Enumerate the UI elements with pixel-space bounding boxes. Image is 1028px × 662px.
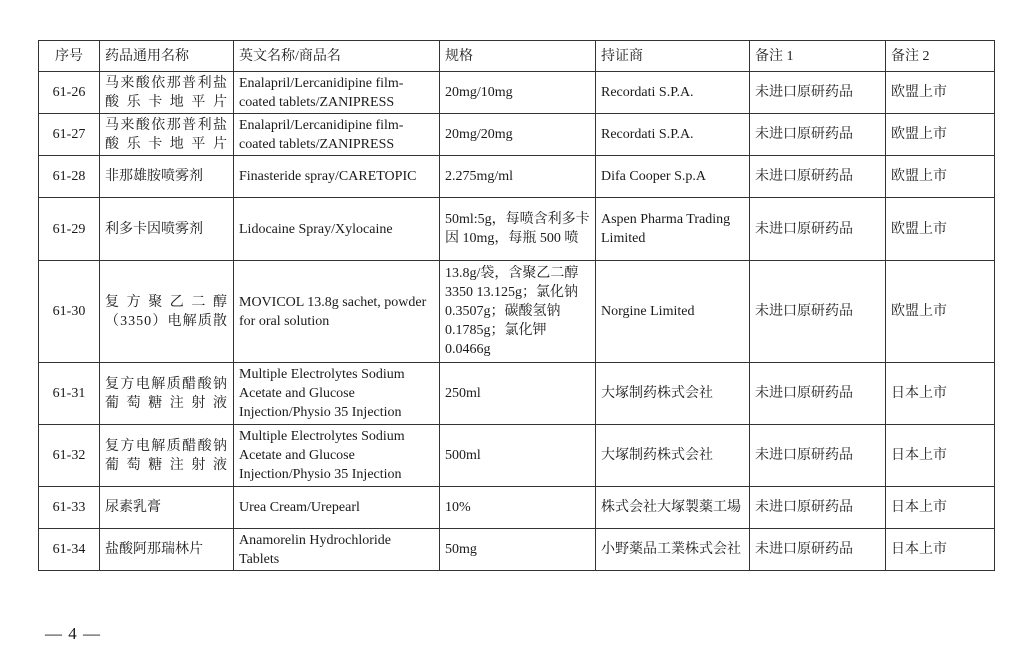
cell-english-name: Multiple Electrolytes Sodium Acetate and Glucose Injection/Physio 35 Injection xyxy=(234,363,440,425)
cell-note-2: 日本上市 xyxy=(886,363,995,425)
cell-serial: 61-34 xyxy=(39,529,100,571)
cell-generic-name: 复方电解质醋酸钠葡萄糖注射液 xyxy=(100,425,234,487)
cell-serial: 61-28 xyxy=(39,156,100,198)
cell-serial: 61-26 xyxy=(39,72,100,114)
cell-license-holder: Recordati S.P.A. xyxy=(596,114,750,156)
cell-license-holder: Recordati S.P.A. xyxy=(596,72,750,114)
cell-license-holder: 大塚制药株式会社 xyxy=(596,363,750,425)
cell-english-name: Urea Cream/Urepearl xyxy=(234,487,440,529)
header-note-1: 备注 1 xyxy=(750,41,886,72)
header-row xyxy=(39,41,995,72)
cell-license-holder: 株式会社大塚製薬工場 xyxy=(596,487,750,529)
cell-english-name: MOVICOL 13.8g sachet, powder for oral solution xyxy=(234,261,440,363)
cell-specification: 2.275mg/ml xyxy=(440,156,596,198)
header-english-name: 英文名称/商品名 xyxy=(234,41,440,72)
cell-generic-name: 马来酸依那普利盐酸乐卡地平片 xyxy=(100,72,234,114)
cell-specification: 50mg xyxy=(440,529,596,571)
cell-note-2: 欧盟上市 xyxy=(886,261,995,363)
cell-generic-name: 盐酸阿那瑞林片 xyxy=(100,529,234,571)
cell-english-name: Enalapril/Lercanidipine film-coated tablets/ZANIPRESS xyxy=(234,72,440,114)
page-number: — 4 — xyxy=(45,624,101,643)
cell-license-holder: 大塚制药株式会社 xyxy=(596,425,750,487)
cell-specification: 10% xyxy=(440,487,596,529)
table-row xyxy=(39,156,995,198)
cell-english-name: Anamorelin Hydrochloride Tablets xyxy=(234,529,440,571)
cell-serial: 61-32 xyxy=(39,425,100,487)
cell-note-1: 未进口原研药品 xyxy=(750,363,886,425)
table-row xyxy=(39,529,995,571)
table-header xyxy=(39,41,995,72)
header-license-holder: 持证商 xyxy=(596,41,750,72)
table-row xyxy=(39,114,995,156)
cell-specification: 500ml xyxy=(440,425,596,487)
cell-note-1: 未进口原研药品 xyxy=(750,487,886,529)
header-note-2: 备注 2 xyxy=(886,41,995,72)
cell-note-1: 未进口原研药品 xyxy=(750,156,886,198)
cell-note-2: 欧盟上市 xyxy=(886,114,995,156)
cell-note-1: 未进口原研药品 xyxy=(750,261,886,363)
cell-note-1: 未进口原研药品 xyxy=(750,529,886,571)
cell-license-holder: Difa Cooper S.p.A xyxy=(596,156,750,198)
cell-note-1: 未进口原研药品 xyxy=(750,114,886,156)
cell-note-1: 未进口原研药品 xyxy=(750,72,886,114)
cell-serial: 61-27 xyxy=(39,114,100,156)
cell-english-name: Lidocaine Spray/Xylocaine xyxy=(234,198,440,261)
cell-generic-name: 非那雄胺喷雾剂 xyxy=(100,156,234,198)
cell-note-2: 欧盟上市 xyxy=(886,198,995,261)
drug-list-table xyxy=(38,40,995,571)
cell-generic-name: 尿素乳膏 xyxy=(100,487,234,529)
cell-generic-name: 利多卡因喷雾剂 xyxy=(100,198,234,261)
cell-serial: 61-33 xyxy=(39,487,100,529)
table-row xyxy=(39,72,995,114)
cell-note-2: 欧盟上市 xyxy=(886,72,995,114)
cell-note-1: 未进口原研药品 xyxy=(750,198,886,261)
cell-specification: 20mg/10mg xyxy=(440,72,596,114)
cell-specification: 50ml:5g，每喷含利多卡因 10mg，每瓶 500 喷 xyxy=(440,198,596,261)
table-row xyxy=(39,198,995,261)
table-body xyxy=(39,72,995,571)
cell-license-holder: Norgine Limited xyxy=(596,261,750,363)
header-specification: 规格 xyxy=(440,41,596,72)
cell-generic-name: 马来酸依那普利盐酸乐卡地平片 xyxy=(100,114,234,156)
cell-generic-name: 复方聚乙二醇（3350）电解质散 xyxy=(100,261,234,363)
cell-english-name: Finasteride spray/CARETOPIC xyxy=(234,156,440,198)
cell-specification: 20mg/20mg xyxy=(440,114,596,156)
table-row xyxy=(39,487,995,529)
cell-license-holder: Aspen Pharma Trading Limited xyxy=(596,198,750,261)
table-row xyxy=(39,261,995,363)
cell-serial: 61-29 xyxy=(39,198,100,261)
cell-note-2: 日本上市 xyxy=(886,529,995,571)
table-row xyxy=(39,363,995,425)
cell-generic-name: 复方电解质醋酸钠葡萄糖注射液 xyxy=(100,363,234,425)
cell-note-2: 日本上市 xyxy=(886,425,995,487)
cell-specification: 13.8g/袋，含聚乙二醇 3350 13.125g；氯化钠 0.3507g；碳酸氢钠 0.1785g；氯化钾 0.0466g xyxy=(440,261,596,363)
cell-note-1: 未进口原研药品 xyxy=(750,425,886,487)
table-row xyxy=(39,425,995,487)
header-generic-name: 药品通用名称 xyxy=(100,41,234,72)
cell-license-holder: 小野薬品工業株式会社 xyxy=(596,529,750,571)
header-serial: 序号 xyxy=(39,41,100,72)
cell-note-2: 日本上市 xyxy=(886,487,995,529)
cell-serial: 61-31 xyxy=(39,363,100,425)
cell-english-name: Multiple Electrolytes Sodium Acetate and Glucose Injection/Physio 35 Injection xyxy=(234,425,440,487)
cell-note-2: 欧盟上市 xyxy=(886,156,995,198)
cell-specification: 250ml xyxy=(440,363,596,425)
cell-english-name: Enalapril/Lercanidipine film-coated tablets/ZANIPRESS xyxy=(234,114,440,156)
cell-serial: 61-30 xyxy=(39,261,100,363)
